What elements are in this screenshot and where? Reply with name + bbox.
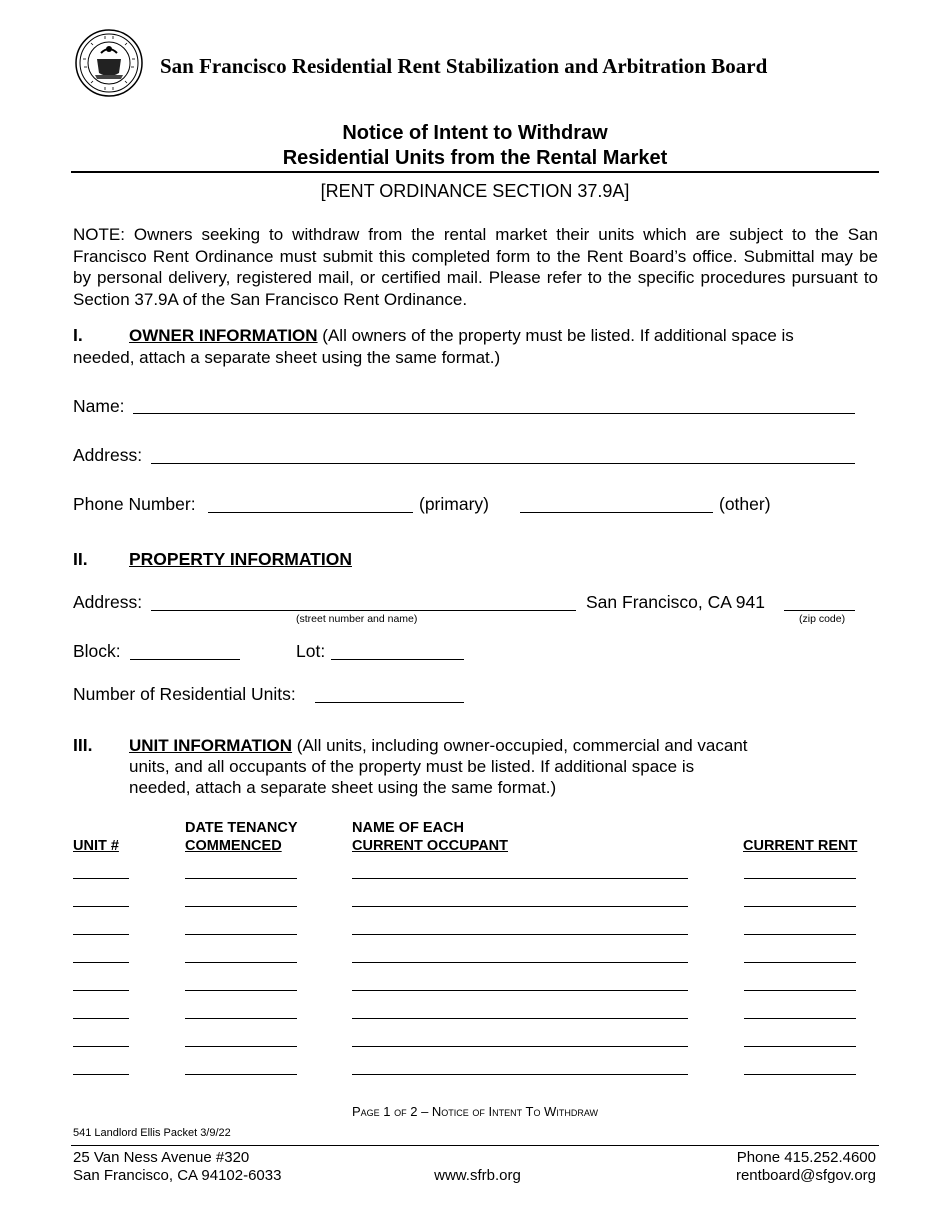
col-date-header-bottom: COMMENCED [185, 838, 282, 854]
occupant-name-field[interactable] [352, 990, 688, 991]
phone-primary-field[interactable] [208, 512, 413, 513]
form-title-line2: Residential Units from the Rental Market [282, 147, 668, 169]
unit-number-field[interactable] [73, 990, 129, 991]
property-address-field[interactable] [151, 610, 576, 611]
section1-desc-line1: (All owners of the property must be listed. If additional space is [317, 326, 794, 345]
occupant-name-field[interactable] [352, 1074, 688, 1075]
section2-heading: PROPERTY INFORMATION [129, 549, 352, 569]
owner-address-label: Address: [73, 445, 143, 465]
unit-number-field[interactable] [73, 962, 129, 963]
current-rent-field[interactable] [744, 1046, 856, 1047]
office-address-line2: San Francisco, CA 94102-6033 [73, 1167, 282, 1184]
occupant-name-field[interactable] [352, 962, 688, 963]
phone-number-label: Phone Number: [73, 494, 196, 514]
col-unit-header: UNIT # [73, 838, 119, 854]
office-email[interactable]: rentboard@sfgov.org [735, 1167, 876, 1184]
unit-number-field[interactable] [73, 1074, 129, 1075]
col-rent-header: CURRENT RENT [743, 838, 858, 854]
ordinance-reference: [RENT ORDINANCE SECTION 37.9A] [320, 181, 630, 201]
packet-id: 541 Landlord Ellis Packet 3/9/22 [73, 1127, 231, 1139]
col-date-header-top: DATE TENANCY [185, 820, 298, 836]
unit-number-field[interactable] [73, 934, 129, 935]
current-rent-field[interactable] [744, 906, 856, 907]
zip-code-field[interactable] [784, 610, 855, 611]
section3-desc-line2: units, and all occupants of the property must be listed. If additional space is [129, 757, 695, 776]
date-commenced-field[interactable] [185, 1074, 297, 1075]
residential-units-field[interactable] [315, 702, 464, 703]
section3-desc-line1: (All units, including owner-occupied, commercial and vacant [292, 736, 748, 755]
section3-desc-line3: needed, attach a separate sheet using the same format.) [129, 778, 557, 797]
section2-number: II. [73, 549, 88, 569]
note-paragraph: NOTE: Owners seeking to withdraw from the rental market their units which are subject to the San Francisco Rent Ordinance must submit this completed form to the Rent Board’s office. Submittal may be by personal delivery, registered mail, or certified mail. Please refer to the specific procedures pursuant to Section 37.9A of the San Francisco Rent Ordinance. [73, 225, 878, 309]
office-address-line1: 25 Van Ness Avenue #320 [73, 1149, 250, 1166]
page-number: Page 1 of 2 – Notice of Intent To Withdraw [351, 1104, 598, 1119]
current-rent-field[interactable] [744, 878, 856, 879]
property-address-label: Address: [73, 592, 143, 612]
section1-number: I. [73, 325, 83, 345]
lot-label: Lot: [296, 641, 326, 661]
occupant-name-field[interactable] [352, 934, 688, 935]
occupant-name-field[interactable] [352, 906, 688, 907]
title-rule [71, 171, 879, 173]
street-hint: (street number and name) [296, 613, 418, 625]
unit-number-field[interactable] [73, 1018, 129, 1019]
current-rent-field[interactable] [744, 934, 856, 935]
date-commenced-field[interactable] [185, 962, 297, 963]
date-commenced-field[interactable] [185, 934, 297, 935]
date-commenced-field[interactable] [185, 1046, 297, 1047]
date-commenced-field[interactable] [185, 990, 297, 991]
phone-primary-label: (primary) [419, 494, 489, 514]
unit-number-field[interactable] [73, 878, 129, 879]
section1-heading: OWNER INFORMATION [129, 326, 318, 345]
unit-number-field[interactable] [73, 906, 129, 907]
owner-name-field[interactable] [133, 413, 855, 414]
phone-other-label: (other) [719, 494, 771, 514]
phone-other-field[interactable] [520, 512, 713, 513]
office-phone: Phone 415.252.4600 [736, 1149, 876, 1166]
date-commenced-field[interactable] [185, 906, 297, 907]
block-label: Block: [73, 641, 121, 661]
unit-number-field[interactable] [73, 1046, 129, 1047]
lot-field[interactable] [331, 659, 464, 660]
zip-hint: (zip code) [799, 613, 846, 625]
website-link[interactable]: www.sfrb.org [434, 1167, 521, 1184]
col-name-header-top: NAME OF EACH [352, 820, 464, 836]
occupant-name-field[interactable] [352, 878, 688, 879]
date-commenced-field[interactable] [185, 1018, 297, 1019]
residential-units-label: Number of Residential Units: [73, 684, 296, 704]
form-title-line1: Notice of Intent to Withdraw [342, 122, 608, 144]
section1-header [129, 325, 794, 347]
occupant-name-field[interactable] [352, 1046, 688, 1047]
current-rent-field[interactable] [744, 1018, 856, 1019]
city-label: San Francisco, CA 941 [586, 592, 765, 612]
owner-name-label: Name: [73, 396, 125, 416]
date-commenced-field[interactable] [185, 878, 297, 879]
section1-desc-line2: needed, attach a separate sheet using the same format.) [73, 348, 501, 367]
section3-heading: UNIT INFORMATION [129, 736, 293, 755]
section3-header [129, 735, 748, 757]
footer-rule [71, 1145, 879, 1146]
section3-number: III. [73, 735, 93, 755]
occupant-name-field[interactable] [352, 1018, 688, 1019]
city-seal-icon [75, 29, 143, 97]
org-name: San Francisco Residential Rent Stabilization and Arbitration Board [160, 54, 768, 78]
block-field[interactable] [130, 659, 240, 660]
current-rent-field[interactable] [744, 1074, 856, 1075]
current-rent-field[interactable] [744, 962, 856, 963]
owner-address-field[interactable] [151, 463, 855, 464]
col-name-header-bottom: CURRENT OCCUPANT [352, 838, 509, 854]
current-rent-field[interactable] [744, 990, 856, 991]
